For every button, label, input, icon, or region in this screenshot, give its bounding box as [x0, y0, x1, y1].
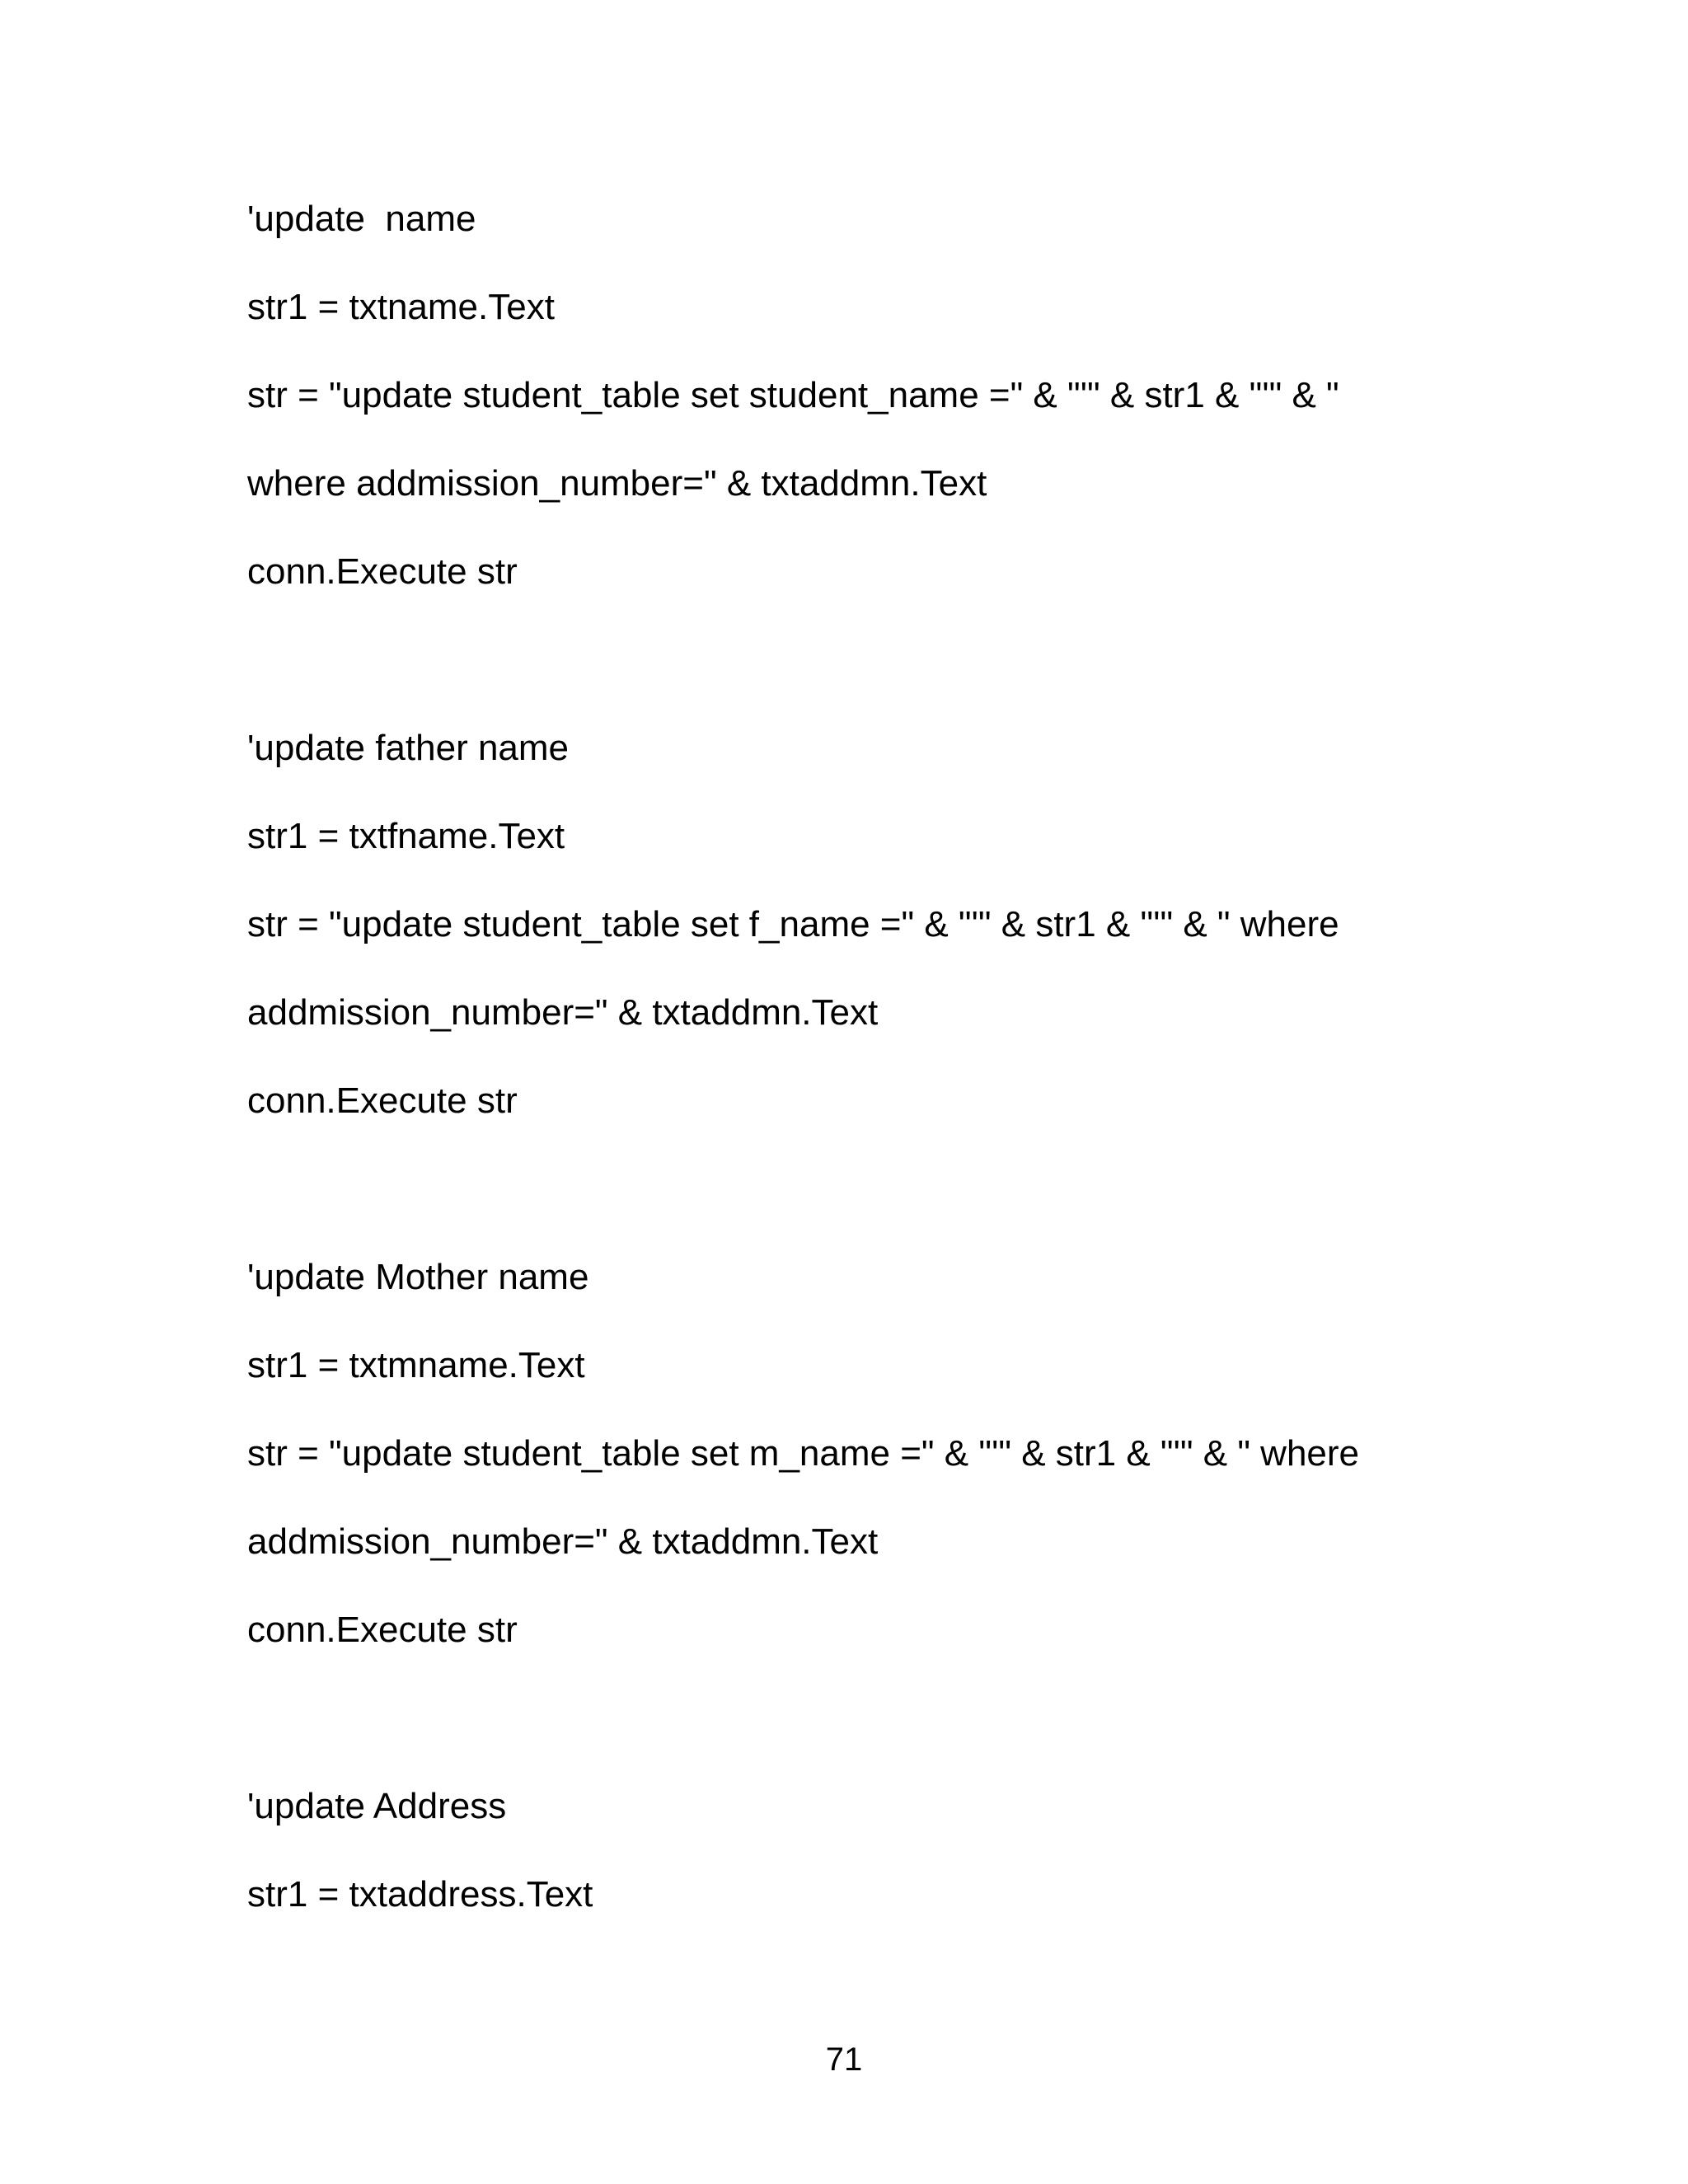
- code-comment-update-father-name: 'update father name: [247, 728, 570, 768]
- code-line: str = "update student_table set f_name =" & "'" & str1 & "'" & " where: [247, 904, 1339, 944]
- code-line: where addmission_number=" & txtaddmn.Text: [247, 463, 987, 504]
- code-line: str1 = txtname.Text: [247, 287, 555, 327]
- code-comment-update-mother-name: 'update Mother name: [247, 1257, 589, 1297]
- code-line: addmission_number=" & txtaddmn.Text: [247, 1521, 879, 1562]
- code-line: str = "update student_table set student_name =" & "'" & str1 & "'" & ": [247, 375, 1339, 415]
- code-line: str = "update student_table set m_name =" & "'" & str1 & "'" & " where: [247, 1433, 1360, 1474]
- code-line: str1 = txtfname.Text: [247, 816, 565, 856]
- code-line: str1 = txtaddress.Text: [247, 1874, 593, 1915]
- code-comment-update-name: 'update name: [247, 199, 476, 239]
- code-line: conn.Execute str: [247, 551, 518, 592]
- page-number: 71: [825, 2041, 863, 2078]
- code-line: str1 = txtmname.Text: [247, 1345, 585, 1385]
- code-line: addmission_number=" & txtaddmn.Text: [247, 992, 879, 1033]
- code-comment-update-address: 'update Address: [247, 1786, 507, 1826]
- code-line: conn.Execute str: [247, 1610, 518, 1650]
- code-line: conn.Execute str: [247, 1080, 518, 1121]
